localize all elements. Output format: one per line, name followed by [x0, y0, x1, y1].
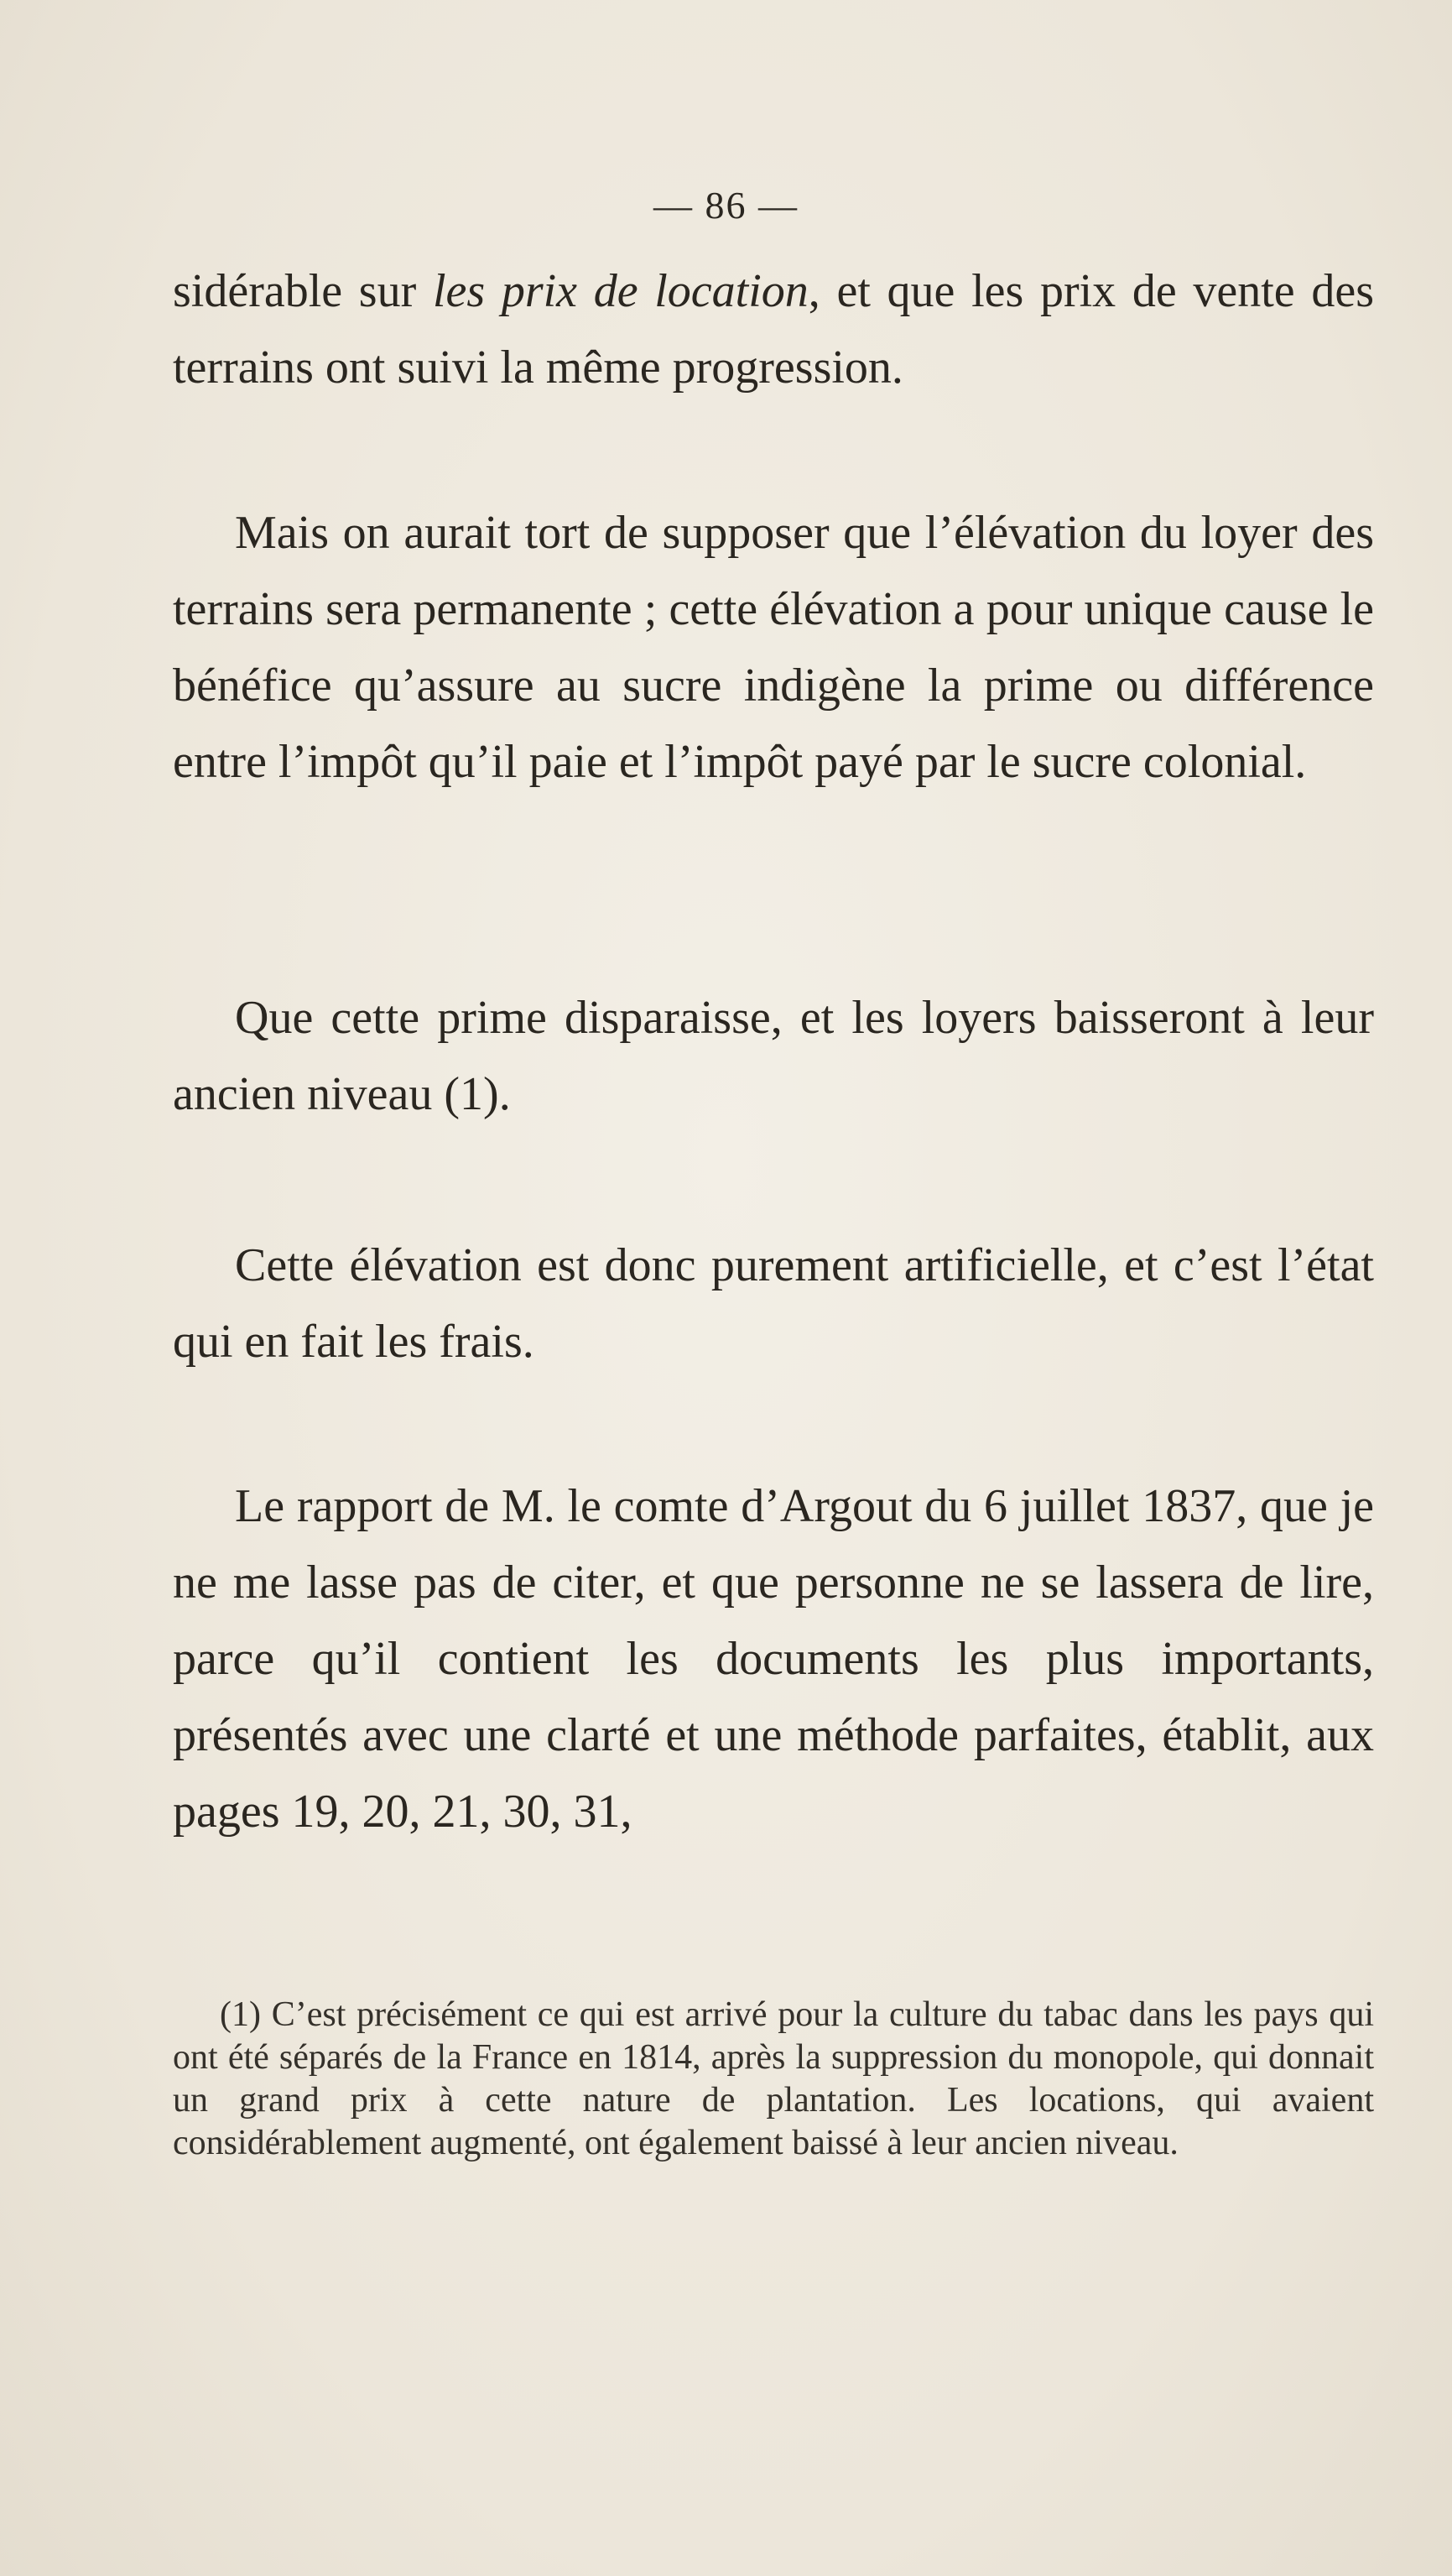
text-run: sidérable sur — [173, 265, 433, 317]
footnote — [173, 1994, 1374, 2165]
page-number: — 86 — — [653, 184, 799, 227]
paragraph-elevation-loyer — [173, 495, 1374, 800]
paragraph-rapport — [173, 1468, 1374, 1850]
paragraph-text: Cette élévation est donc purement artificielle, et c’est l’état qui en fait les frais. — [173, 1239, 1374, 1368]
footnote-text: (1) C’est précisément ce qui est arrivé pour la culture du tabac dans les pays qui ont été séparés de la France en 1814, après la suppression du monopole, qui donnait un grand prix à cette nature de plantation. Les locations, qui avaient considérablement augmenté, ont également baissé à leur ancien niveau. — [173, 1995, 1374, 2162]
paragraph-prime — [173, 980, 1374, 1133]
italic-phrase: les prix de location — [432, 265, 809, 317]
paragraph-artificielle — [173, 1228, 1374, 1380]
paragraph-text: Mais on aurait tort de supposer que l’élévation du loyer des terrains sera permanente ; cette élévation a pour unique cause le bénéfice qu’assure au sucre indigène la prime ou différence entre l’impôt qu’il paie et l’impôt payé par le sucre colonial. — [173, 507, 1374, 788]
text-run: , et que les prix de vente des terrains ont suivi la même progression. — [173, 265, 1374, 394]
paragraph-text: Que cette prime disparaisse, et les loyers baisseront à leur ancien niveau (1). — [173, 992, 1374, 1120]
paragraph-text — [173, 253, 1374, 406]
paragraph-continuation — [173, 253, 1374, 406]
paragraph-text: Le rapport de M. le comte d’Argout du 6 juillet 1837, que je ne me lasse pas de citer, et que personne ne se lassera de lire, parce qu’il contient les documents les plus importants, présentés avec une clarté et une méthode parfaites, établit, aux pages 19, 20, 21, 30, 31, — [173, 1480, 1374, 1838]
